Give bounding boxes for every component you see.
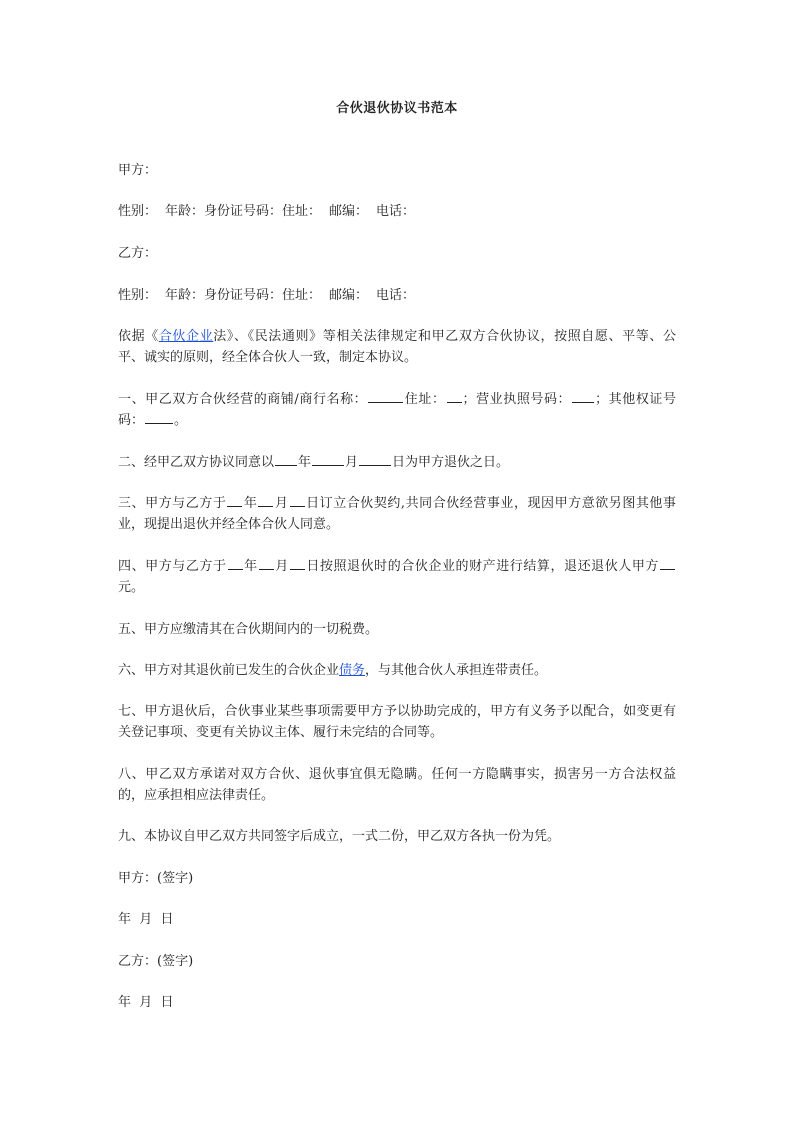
clause-3-text: 三、甲方与乙方于 <box>118 496 227 511</box>
party-b-signature: 乙方：(签字) <box>118 954 194 969</box>
address-blank <box>447 389 462 403</box>
party-a-date: 年 月 日 <box>118 912 174 927</box>
document-title: 合伙退伙协议书范本 <box>336 101 458 116</box>
party-a-info <box>118 201 676 222</box>
clause-1-other: ；其他权证号码： <box>118 392 676 428</box>
clause-8: 八、甲乙双方承诺对双方合伙、退伙事宜俱无隐瞒。任何一方隐瞒事实，损害另一方合法权益的，应承担相应法律责任。 <box>118 767 676 803</box>
postcode-label: 邮编： <box>329 288 369 303</box>
clause-6-text: 六、甲方对其退伙前已发生的合伙企业 <box>118 663 340 678</box>
clause-3 <box>118 493 676 535</box>
year-label: 年 <box>243 496 258 511</box>
clause-1-address: 住址： <box>404 392 446 407</box>
intro-text-pre: 依据《 <box>118 329 159 344</box>
debt-link[interactable]: 债务 <box>339 663 366 678</box>
postcode-label: 邮编： <box>329 204 369 219</box>
party-a-signature: 甲方：(签字) <box>118 871 194 886</box>
clause-2-text: 二、经甲乙双方协议同意以 <box>118 455 275 470</box>
age-id-address-label: 年龄：身份证号码：住址： <box>165 204 322 219</box>
clause-4-mid: 日按照退伙时的合伙企业的财产进行结算，退还退伙人甲方 <box>305 559 659 574</box>
license-blank <box>572 389 594 403</box>
clause-9: 九、本协议自甲乙双方共同签字后成立，一式二份，甲乙双方各执一份为凭。 <box>118 829 561 844</box>
clause-4-end: 元。 <box>118 580 145 595</box>
clause-1-text: 一、甲乙双方合伙经营的商铺/商行名称： <box>118 392 368 407</box>
clause-7: 七、甲方退伙后，合伙事业某些事项需要甲方予以协助完成的，甲方有义务予以配合，如变更有关登记事项、变更有关协议主体、履行未完结的合同等。 <box>118 704 676 740</box>
clause-5: 五、甲方应缴清其在合伙期间内的一切税费。 <box>118 622 379 637</box>
month-label: 月 <box>345 455 359 470</box>
party-a-label: 甲方： <box>118 163 158 178</box>
partnership-enterprise-link[interactable]: 合伙企业 <box>158 329 214 344</box>
clause-1 <box>118 389 676 431</box>
year-label: 年 <box>243 559 258 574</box>
other-cert-blank <box>145 410 173 424</box>
clause-4-text: 四、甲方与乙方于 <box>118 559 227 574</box>
day-blank <box>290 556 305 570</box>
clause-4 <box>118 556 676 598</box>
month-blank <box>312 452 344 466</box>
clause-3-end: 日订立合伙契约,共同合伙经营事业，现因甲方意欲另图其他事业，现提出退伙并经全体合伙人同意。 <box>118 496 676 532</box>
age-id-address-label: 年龄：身份证号码：住址： <box>165 288 322 303</box>
clause-2-end: 日为甲方退伙之日。 <box>392 455 510 470</box>
gender-label: 性别： <box>118 288 158 303</box>
phone-label: 电话： <box>376 288 416 303</box>
year-blank <box>275 452 297 466</box>
intro-paragraph <box>118 326 676 368</box>
month-blank <box>258 493 273 507</box>
year-blank <box>227 493 242 507</box>
month-label: 月 <box>274 496 289 511</box>
amount-blank <box>660 556 675 570</box>
month-label: 月 <box>274 559 289 574</box>
clause-2 <box>118 452 676 473</box>
party-b-info <box>118 285 676 306</box>
intro-text-post: 法》、《民法通则》等相关法律规定和甲乙双方合伙协议，按照自愿、平等、公平、诚实的原则，经全体合伙人一致，制定本协议。 <box>118 329 676 365</box>
clause-1-license: ；营业执照号码： <box>462 392 572 407</box>
year-label: 年 <box>298 455 312 470</box>
clause-6 <box>118 660 676 681</box>
year-blank <box>228 556 243 570</box>
party-b-date: 年 月 日 <box>118 995 174 1010</box>
party-b-label: 乙方： <box>118 246 158 261</box>
gender-label: 性别： <box>118 204 158 219</box>
day-blank <box>290 493 305 507</box>
month-blank <box>259 556 274 570</box>
day-blank <box>359 452 391 466</box>
clause-1-end: 。 <box>174 413 188 428</box>
phone-label: 电话： <box>376 204 416 219</box>
shop-name-blank <box>368 389 403 403</box>
clause-6-end: ，与其他合伙人承担连带责任。 <box>365 663 548 678</box>
